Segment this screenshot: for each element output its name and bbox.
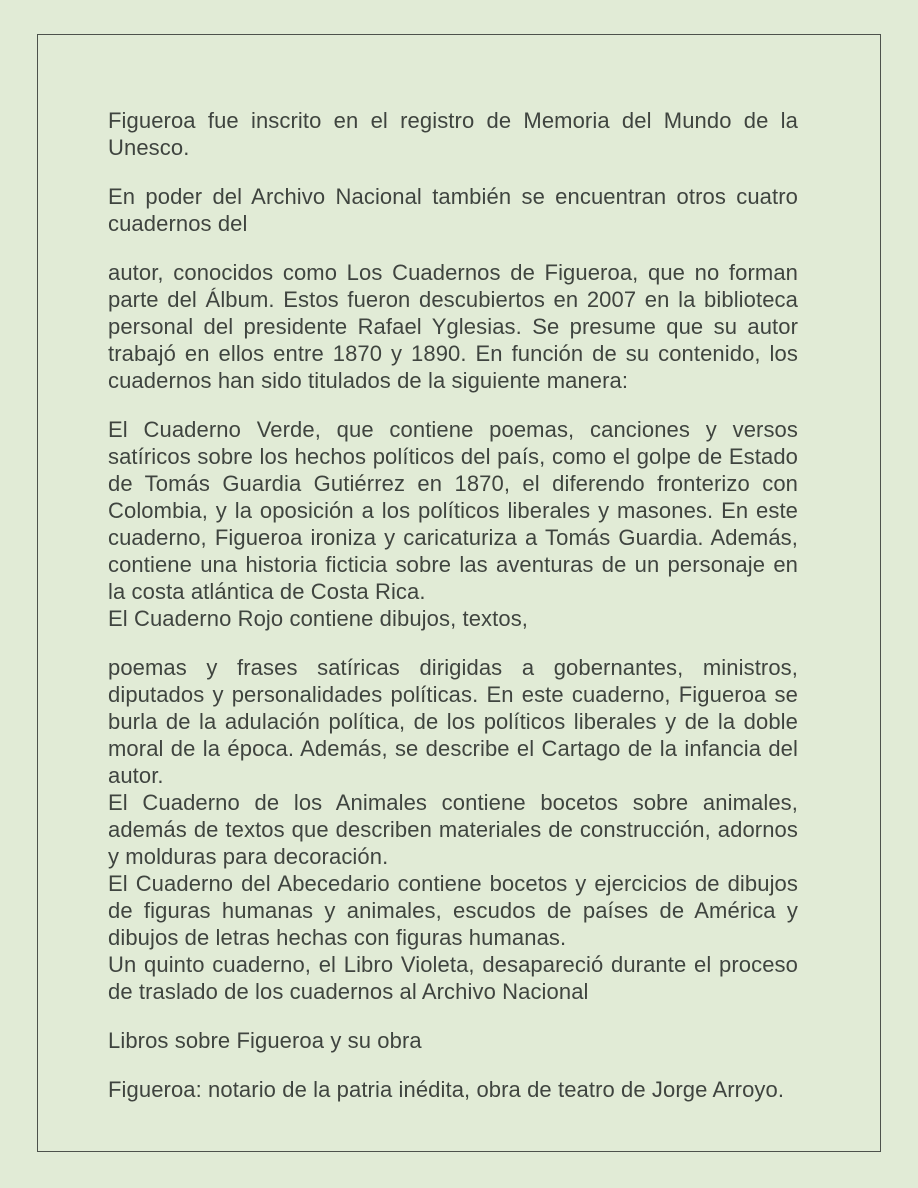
paragraph: El Cuaderno del Abecedario contiene bocetos y ejercicios de dibujos de figuras humanas y animales, escudos de países de América y dibujos de letras hechas con figuras humanas. <box>108 871 798 950</box>
paragraph: Figueroa fue inscrito en el registro de Memoria del Mundo de la Unesco. <box>108 108 798 160</box>
paragraph: autor, conocidos como Los Cuadernos de Figueroa, que no forman parte del Álbum. Estos fueron descubiertos en 2007 en la biblioteca personal del presidente Rafael Yglesias. Se presume que su autor trabajó en ellos entre 1870 y 1890. En función de su contenido, los cuadernos han sido titulados de la siguiente manera: <box>108 260 798 393</box>
paragraph: poemas y frases satíricas dirigidas a gobernantes, ministros, diputados y personalidades políticas. En este cuaderno, Figueroa se burla de la adulación política, de los políticos liberales y de la doble moral de la época. Además, se describe el Cartago de la infancia del autor. <box>108 655 798 788</box>
paragraph: Un quinto cuaderno, el Libro Violeta, desapareció durante el proceso de traslado de los cuadernos al Archivo Nacional <box>108 952 798 1004</box>
paragraph: En poder del Archivo Nacional también se encuentran otros cuatro cuadernos del <box>108 184 798 236</box>
paragraph: El Cuaderno Rojo contiene dibujos, textos, <box>108 606 529 631</box>
paragraph: El Cuaderno de los Animales contiene bocetos sobre animales, además de textos que describen materiales de construcción, adornos y molduras para decoración. <box>108 790 798 869</box>
paragraph: Figueroa: notario de la patria inédita, obra de teatro de Jorge Arroyo. <box>108 1077 785 1102</box>
document-text <box>108 107 798 1103</box>
paragraph: Libros sobre Figueroa y su obra <box>108 1028 422 1053</box>
paragraph: El Cuaderno Verde, que contiene poemas, canciones y versos satíricos sobre los hechos políticos del país, como el golpe de Estado de Tomás Guardia Gutiérrez en 1870, el diferendo fronterizo con Colombia, y la oposición a los políticos liberales y masones. En este cuaderno, Figueroa ironiza y caricaturiza a Tomás Guardia. Además, contiene una historia ficticia sobre las aventuras de un personaje en la costa atlántica de Costa Rica. <box>108 417 798 604</box>
document-frame <box>37 34 881 1152</box>
